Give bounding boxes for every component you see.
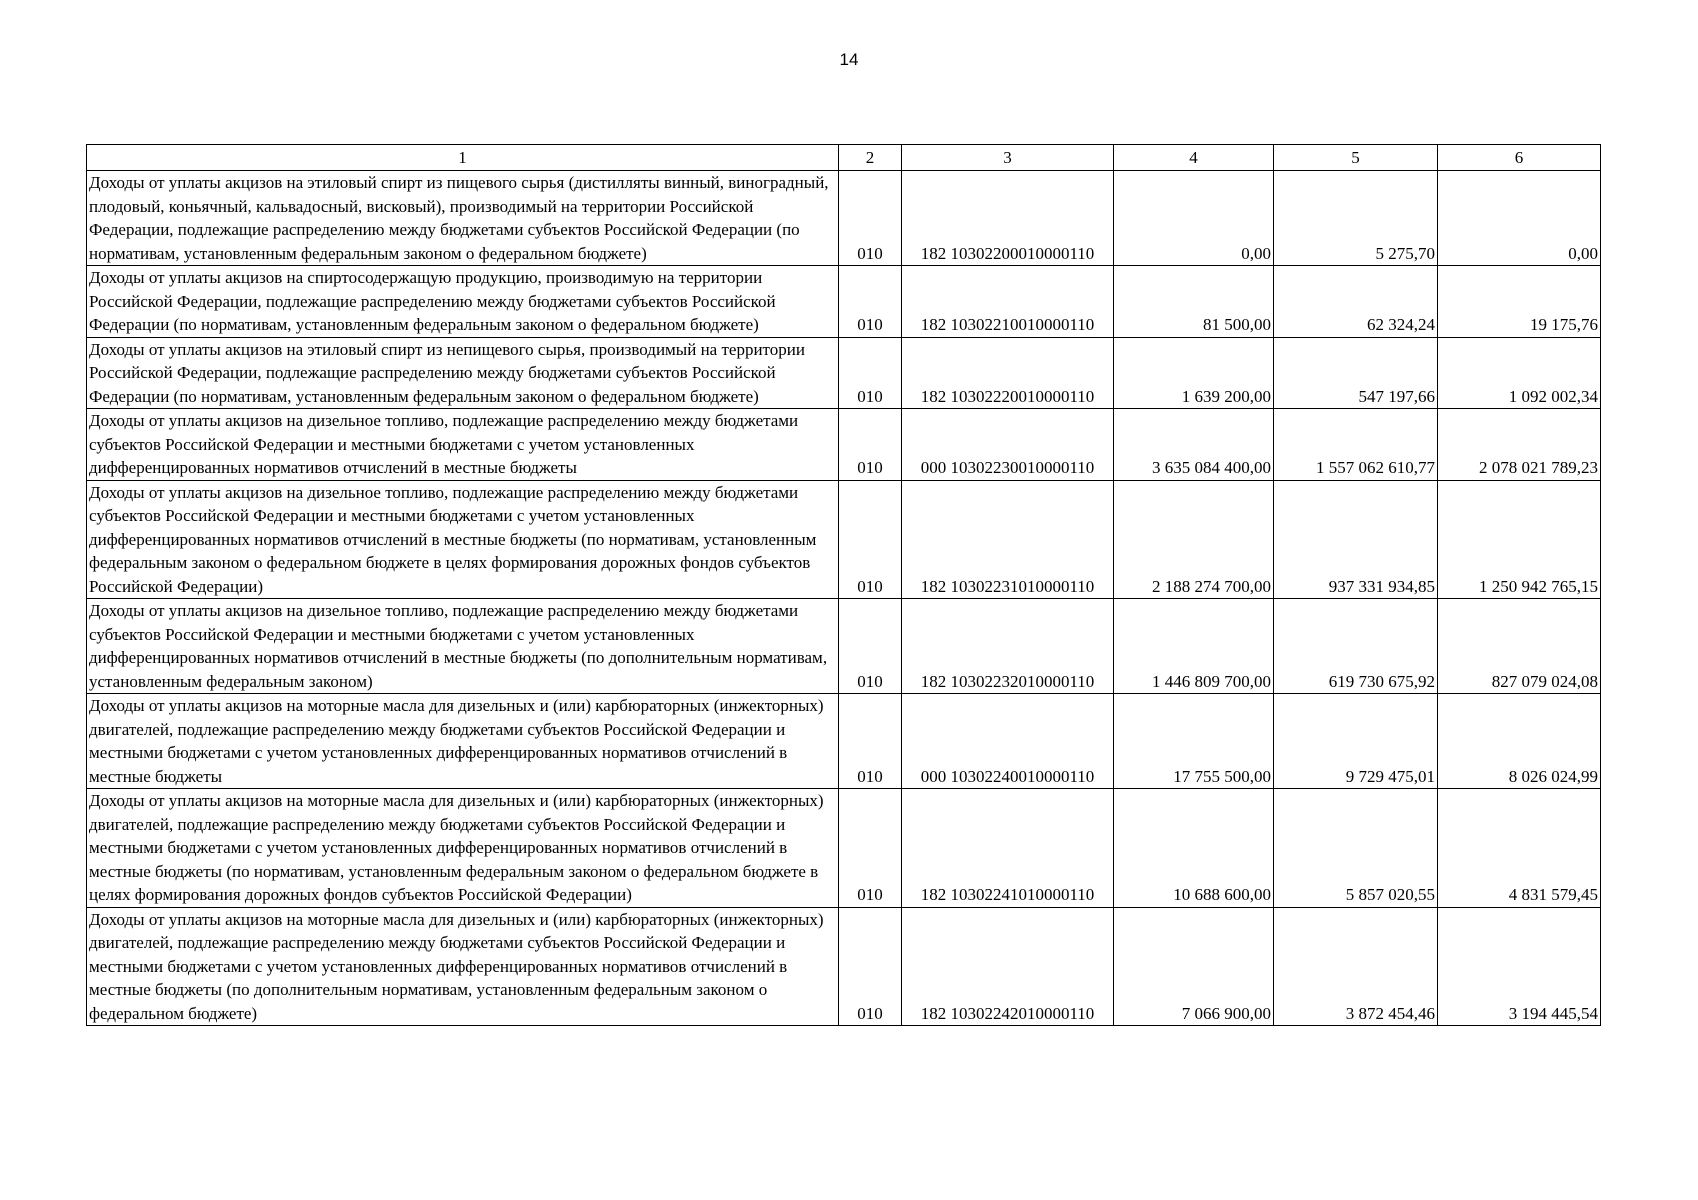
row-line-code: 010 xyxy=(839,694,902,789)
row-income-code: 182 10302210010000110 xyxy=(902,266,1114,338)
table-row xyxy=(87,171,1601,266)
column-header-6: 6 xyxy=(1438,145,1601,171)
income-table xyxy=(86,144,1601,1026)
row-unexecuted: 1 092 002,34 xyxy=(1438,337,1601,409)
page-number: 14 xyxy=(839,50,859,69)
row-approved: 1 446 809 700,00 xyxy=(1114,599,1274,694)
row-line-code: 010 xyxy=(839,171,902,266)
row-approved: 1 639 200,00 xyxy=(1114,337,1274,409)
row-unexecuted: 4 831 579,45 xyxy=(1438,789,1601,908)
table-row xyxy=(87,907,1601,1026)
table-row xyxy=(87,599,1601,694)
row-unexecuted: 0,00 xyxy=(1438,171,1601,266)
row-unexecuted: 8 026 024,99 xyxy=(1438,694,1601,789)
row-description: Доходы от уплаты акцизов на моторные масла для дизельных и (или) карбюраторных (инжекторных) двигателей, подлежащие распределению между бюджетами субъектов Российской Федерации и местными бюджетами с учетом установленных дифференцированных нормативов отчислений в местные бюджеты (по дополнительным нормативам, установленным федеральным законом о федеральном бюджете) xyxy=(87,907,839,1026)
row-description: Доходы от уплаты акцизов на дизельное топливо, подлежащие распределению между бюджетами субъектов Российской Федерации и местными бюджетами с учетом установленных дифференцированных нормативов отчислений в местные бюджеты (по дополнительным нормативам, установленным федеральным законом) xyxy=(87,599,839,694)
table-row xyxy=(87,480,1601,599)
row-executed: 9 729 475,01 xyxy=(1274,694,1438,789)
row-description: Доходы от уплаты акцизов на моторные масла для дизельных и (или) карбюраторных (инжекторных) двигателей, подлежащие распределению между бюджетами субъектов Российской Федерации и местными бюджетами с учетом установленных дифференцированных нормативов отчислений в местные бюджеты xyxy=(87,694,839,789)
row-description: Доходы от уплаты акцизов на этиловый спирт из непищевого сырья, производимый на территории Российской Федерации, подлежащие распределению между бюджетами субъектов Российской Федерации (по нормативам, установленным федеральным законом о федеральном бюджете) xyxy=(87,337,839,409)
row-executed: 5 857 020,55 xyxy=(1274,789,1438,908)
row-line-code: 010 xyxy=(839,907,902,1026)
row-approved: 7 066 900,00 xyxy=(1114,907,1274,1026)
row-line-code: 010 xyxy=(839,480,902,599)
column-header-3: 3 xyxy=(902,145,1114,171)
row-approved: 3 635 084 400,00 xyxy=(1114,409,1274,481)
row-executed: 1 557 062 610,77 xyxy=(1274,409,1438,481)
row-executed: 619 730 675,92 xyxy=(1274,599,1438,694)
row-unexecuted: 19 175,76 xyxy=(1438,266,1601,338)
row-approved: 2 188 274 700,00 xyxy=(1114,480,1274,599)
row-unexecuted: 827 079 024,08 xyxy=(1438,599,1601,694)
row-executed: 5 275,70 xyxy=(1274,171,1438,266)
table-row xyxy=(87,266,1601,338)
row-unexecuted: 1 250 942 765,15 xyxy=(1438,480,1601,599)
row-executed: 62 324,24 xyxy=(1274,266,1438,338)
row-income-code: 000 10302240010000110 xyxy=(902,694,1114,789)
row-income-code: 000 10302230010000110 xyxy=(902,409,1114,481)
row-income-code: 182 10302200010000110 xyxy=(902,171,1114,266)
row-description: Доходы от уплаты акцизов на дизельное топливо, подлежащие распределению между бюджетами субъектов Российской Федерации и местными бюджетами с учетом установленных дифференцированных нормативов отчислений в местные бюджеты xyxy=(87,409,839,481)
row-executed: 547 197,66 xyxy=(1274,337,1438,409)
row-income-code: 182 10302232010000110 xyxy=(902,599,1114,694)
table-row xyxy=(87,409,1601,481)
table-row xyxy=(87,789,1601,908)
table-header-row xyxy=(87,145,1601,171)
row-approved: 0,00 xyxy=(1114,171,1274,266)
row-approved: 10 688 600,00 xyxy=(1114,789,1274,908)
column-header-4: 4 xyxy=(1114,145,1274,171)
row-line-code: 010 xyxy=(839,599,902,694)
row-approved: 81 500,00 xyxy=(1114,266,1274,338)
column-header-1: 1 xyxy=(87,145,839,171)
row-unexecuted: 2 078 021 789,23 xyxy=(1438,409,1601,481)
row-line-code: 010 xyxy=(839,337,902,409)
row-description: Доходы от уплаты акцизов на этиловый спирт из пищевого сырья (дистилляты винный, виноградный, плодовый, коньячный, кальвадосный, висковый), производимый на территории Российской Федерации, подлежащие распределению между бюджетами субъектов Российской Федерации (по нормативам, установленным федеральным законом о федеральном бюджете) xyxy=(87,171,839,266)
column-header-2: 2 xyxy=(839,145,902,171)
row-approved: 17 755 500,00 xyxy=(1114,694,1274,789)
row-income-code: 182 10302241010000110 xyxy=(902,789,1114,908)
table-row xyxy=(87,337,1601,409)
row-executed: 3 872 454,46 xyxy=(1274,907,1438,1026)
row-line-code: 010 xyxy=(839,266,902,338)
row-executed: 937 331 934,85 xyxy=(1274,480,1438,599)
row-description: Доходы от уплаты акцизов на моторные масла для дизельных и (или) карбюраторных (инжекторных) двигателей, подлежащие распределению между бюджетами субъектов Российской Федерации и местными бюджетами с учетом установленных дифференцированных нормативов отчислений в местные бюджеты (по нормативам, установленным федеральным законом о федеральном бюджете в целях формирования дорожных фондов субъектов Российской Федерации) xyxy=(87,789,839,908)
column-header-5: 5 xyxy=(1274,145,1438,171)
row-unexecuted: 3 194 445,54 xyxy=(1438,907,1601,1026)
table-row xyxy=(87,694,1601,789)
row-description: Доходы от уплаты акцизов на спиртосодержащую продукцию, производимую на территории Российской Федерации, подлежащие распределению между бюджетами субъектов Российской Федерации (по нормативам, установленным федеральным законом о федеральном бюджете) xyxy=(87,266,839,338)
row-line-code: 010 xyxy=(839,409,902,481)
row-income-code: 182 10302220010000110 xyxy=(902,337,1114,409)
row-line-code: 010 xyxy=(839,789,902,908)
row-description: Доходы от уплаты акцизов на дизельное топливо, подлежащие распределению между бюджетами субъектов Российской Федерации и местными бюджетами с учетом установленных дифференцированных нормативов отчислений в местные бюджеты (по нормативам, установленным федеральным законом о федеральном бюджете в целях формирования дорожных фондов субъектов Российской Федерации) xyxy=(87,480,839,599)
row-income-code: 182 10302242010000110 xyxy=(902,907,1114,1026)
row-income-code: 182 10302231010000110 xyxy=(902,480,1114,599)
